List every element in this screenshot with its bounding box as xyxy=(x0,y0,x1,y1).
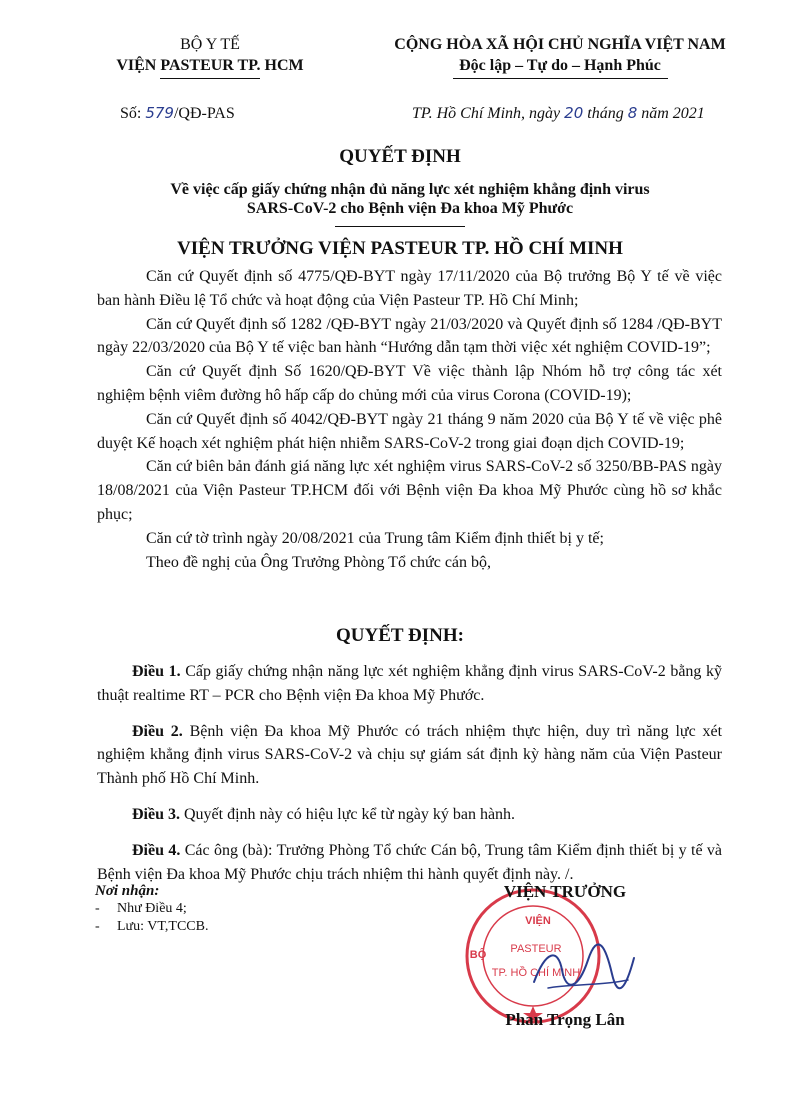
recipients-block xyxy=(95,882,208,936)
ground-paragraph: Căn cứ Quyết định Số 1620/QĐ-BYT Về việc thành lập Nhóm hỗ trợ công tác xét nghiệm bệnh viêm đường hô hấp cấp do chủng mới của virus Corona (COVID-19); xyxy=(97,363,722,404)
country-name: CỘNG HÒA XÃ HỘI CHỦ NGHĨA VIỆT NAM xyxy=(394,36,726,53)
handwritten-signature-icon xyxy=(528,940,638,1000)
place-text: TP. Hồ Chí Minh, ngày xyxy=(412,105,561,122)
article-text: Bệnh viện Đa khoa Mỹ Phước có trách nhiệm thực hiện, duy trì năng lực xét nghiệm khẳng định virus SARS-CoV-2 và chịu sự giám sát định kỳ hàng năm của Viện Pasteur Thành phố Hồ Chí Minh. xyxy=(97,722,723,788)
document-number xyxy=(120,104,235,123)
ground-paragraph: Căn cứ Quyết định số 1282 /QĐ-BYT ngày 21/03/2020 và Quyết định số 1284 /QĐ-BYT ngày 22/03/2020 của Bộ Y tế việc ban hành “Hướng dẫn tạm thời việc xét nghiệm COVID-19”; xyxy=(97,315,722,357)
doc-number-suffix: /QĐ-PAS xyxy=(173,105,235,122)
ministry-name: BỘ Y TẾ xyxy=(180,36,240,53)
legal-grounds xyxy=(97,265,722,574)
article-text: Các ông (bà): Trưởng Phòng Tổ chức Cán bộ, Trung tâm Kiểm định thiết bị y tế và Bệnh viện Đa khoa Mỹ Phước chịu trách nhiệm thi hành quyết định này. /. xyxy=(97,841,723,883)
subject-line-2: SARS-CoV-2 cho Bệnh viện Đa khoa Mỹ Phước xyxy=(246,200,574,217)
place-date xyxy=(412,104,705,123)
signer-title: VIỆN TRƯỞNG xyxy=(503,882,627,901)
recipient-text: Như Điều 4; xyxy=(117,901,187,916)
doc-number-prefix: Số: xyxy=(120,105,142,122)
article-text: Quyết định này có hiệu lực kể từ ngày ký ban hành. xyxy=(184,805,516,823)
ground-paragraph: Căn cứ biên bản đánh giá năng lực xét nghiệm virus SARS-CoV-2 số 3250/BB-PAS ngày 18/08/2021 của Viện Pasteur TP.HCM đối với Bệnh viện Đa khoa Mỹ Phước cùng hồ sơ khắc phục; xyxy=(97,458,722,523)
issuer-underline xyxy=(160,78,260,79)
ground-paragraph: Theo đề nghị của Ông Trưởng Phòng Tổ chức cán bộ, xyxy=(146,553,492,571)
recipient-text: Lưu: VT,TCCB. xyxy=(117,919,209,934)
national-motto: Độc lập – Tự do – Hạnh Phúc xyxy=(459,57,661,74)
document-subject xyxy=(110,180,710,218)
subject-line-1: Về việc cấp giấy chứng nhận đủ năng lực xét nghiệm khẳng định virus xyxy=(170,181,650,198)
article-label: Điều 4. xyxy=(132,841,181,859)
authority-heading: VIỆN TRƯỞNG VIỆN PASTEUR TP. HỒ CHÍ MINH xyxy=(177,238,623,259)
article-paragraph xyxy=(97,803,722,827)
seal-text-top: VIỆN xyxy=(525,915,551,927)
date-year: năm 2021 xyxy=(641,105,705,122)
article-paragraph xyxy=(97,660,722,708)
article-text: Cấp giấy chứng nhận năng lực xét nghiệm khẳng định virus SARS-CoV-2 bằng kỹ thuật realtime RT – PCR cho Bệnh viện Đa khoa Mỹ Phước. xyxy=(97,663,723,704)
article-label: Điều 2. xyxy=(132,722,183,740)
article-paragraph xyxy=(97,839,722,887)
seal-text-bottom: TP. HỒ CHÍ MINH xyxy=(491,967,581,979)
date-month: 8 xyxy=(627,104,638,122)
issuer-block xyxy=(110,34,310,79)
decision-heading: QUYẾT ĐỊNH: xyxy=(336,625,464,646)
ground-paragraph: Căn cứ Quyết định số 4042/QĐ-BYT ngày 21 tháng 9 năm 2020 của Bộ Y tế về việc phê duyệt Kế hoạch xét nghiệm phát hiện nhiễm SARS-CoV-2 trong giai đoạn dịch COVID-19; xyxy=(97,410,722,452)
ground-paragraph: Căn cứ Quyết định số 4775/QĐ-BYT ngày 17/11/2020 của Bộ trưởng Bộ Y tế về việc ban hành Điều lệ Tổ chức và hoạt động của Viện Pasteur TP. Hồ Chí Minh; xyxy=(97,268,722,309)
ground-paragraph: Căn cứ tờ trình ngày 20/08/2021 của Trung tâm Kiểm định thiết bị y tế; xyxy=(146,529,604,547)
motto-underline xyxy=(453,78,668,79)
article-label: Điều 1. xyxy=(132,663,181,680)
recipient-item: - Lưu: VT,TCCB. xyxy=(95,919,209,934)
recipient-item: - Như Điều 4; xyxy=(95,901,187,916)
signer-name: Phan Trọng Lân xyxy=(505,1010,625,1029)
articles xyxy=(97,660,722,898)
subject-underline xyxy=(335,226,465,227)
institute-name: VIỆN PASTEUR TP. HCM xyxy=(116,57,304,74)
document-title: QUYẾT ĐỊNH xyxy=(339,146,461,167)
article-label: Điều 3. xyxy=(132,805,180,823)
article-paragraph xyxy=(97,720,722,791)
date-day: 20 xyxy=(564,104,584,122)
seal-ring-left: BỘ xyxy=(469,949,487,961)
doc-number-handwritten: 579 xyxy=(145,104,174,122)
recipients-label: Nơi nhận: xyxy=(95,883,160,899)
national-header xyxy=(350,34,770,79)
seal-text-mid: PASTEUR xyxy=(510,943,562,955)
month-label: tháng xyxy=(587,105,624,122)
